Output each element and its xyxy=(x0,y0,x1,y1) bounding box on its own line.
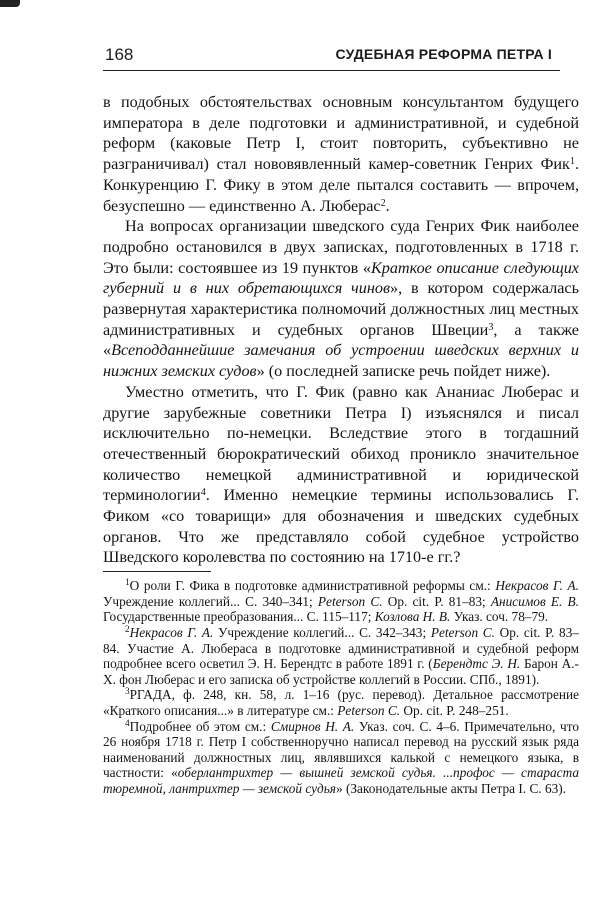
footnote-ref-4: 4 xyxy=(200,487,206,499)
page-content xyxy=(103,92,579,796)
page-corner-mark xyxy=(0,0,20,7)
footnotes xyxy=(103,578,579,796)
footnote-ref-2: 2 xyxy=(380,197,386,209)
body-text xyxy=(103,92,579,568)
paragraph-2: На вопросах организации шведского суда Генрих Фик наиболее подробно остановился в двух записках, подготовленных в 1718 г. Это были: состоявшее из 19 пунктов «Краткое описание следующих губерний и в них обретающихся чинов», в котором содержалась развернутая характеристика полномочий должностных лиц местных административных и судебных органов Швеции$^3$, а также «Всеподданнейшие замечания об устроении шведских верхних и нижних земских судов» (о последней записке речь пойдет ниже). xyxy=(103,217,580,381)
page-header xyxy=(103,44,560,71)
footnote-separator xyxy=(103,571,211,572)
footnote-2: $^2$Некрасов Г. А. Учреждение коллегий... С. 342–343; Peterson C. Op. cit. P. 83–84. Участие А. Любераса в подготовке административной и судебной реформ подробнее всего осветил Э. Н. Берендтс в работе 1891 г. (Берендтс Э. Н. Барон А.-Х. фон Люберас и его записка об устройстве коллегий в России. СПб., 1891). xyxy=(103,624,579,687)
document-title-2: Всеподданнейшие замечания об устроении шведских верхних и нижних земских судов xyxy=(103,341,579,381)
document-title-1: Краткое описание следующих губерний и в них обретающихся чинов xyxy=(103,258,579,298)
footnote-1: $^1$О роли Г. Фика в подготовке административной реформы см.: Некрасов Г. А. Учреждение коллегий... С. 340–341; Peterson C. Op. cit. P. 81–83; Анисимов Е. В. Государственные преобразования... С. 115–117; Козлова Н. В. Указ. соч. 78–79. xyxy=(103,578,580,625)
footnote-4: $^4$Подробнее об этом см.: Смирнов Н. А. Указ. соч. С. 4–6. Примечательно, что 26 ноября 1718 г. Петр I собственноручно написал перевод на русский язык ряда наименований должностных лиц, являвшихся калькой с немецкого языка, в частности: «оберлантрихтер — вышней земской судья. ...профос — стараста тюремной, лантрихтер — земской судья» (Законодательные акты Петра I. С. 63). xyxy=(103,718,579,796)
paragraph-1: в подобных обстоятельствах основным консультантом будущего императора в деле подготовки и административной, и судебной реформ (каковые Петр I, стоит повторить, субъективно не разграничивал) стал нововявленный камер-советник Генрих Фик$^1$. Конкуренцию Г. Фику в этом деле пытался составить — впрочем, безуспешно — единственно А. Люберас$^2$. xyxy=(103,93,579,215)
page-number: 168 xyxy=(105,45,134,64)
running-title: СУДЕБНАЯ РЕФОРМА ПЕТРА I xyxy=(335,46,552,62)
footnote-ref-3: 3 xyxy=(488,321,494,333)
paragraph-3: Уместно отметить, что Г. Фик (равно как Ананиас Люберас и другие зарубежные советники Петра I) изъяснялся и писал исключительно по-немецки. Вследствие этого в тогдашний отечественный бюрократический обиход проникло значительное количество немецкой административной и юридической терминологии$^4$. Именно немецкие термины использовались Г. Фиком «со товарищи» для обозначения и шведских судебных органов. Что же представляло собой судебное устройство Шведского королевства по состоянию на 1710-е гг.? xyxy=(103,382,579,567)
footnote-3: $^3$РГАДА, ф. 248, кн. 58, л. 1–16 (рус. перевод). Детальное рассмотрение «Краткого описания...» в литературе см.: Peterson C. Op. cit. P. 248–251. xyxy=(103,687,579,718)
footnote-ref-1: 1 xyxy=(569,156,575,168)
